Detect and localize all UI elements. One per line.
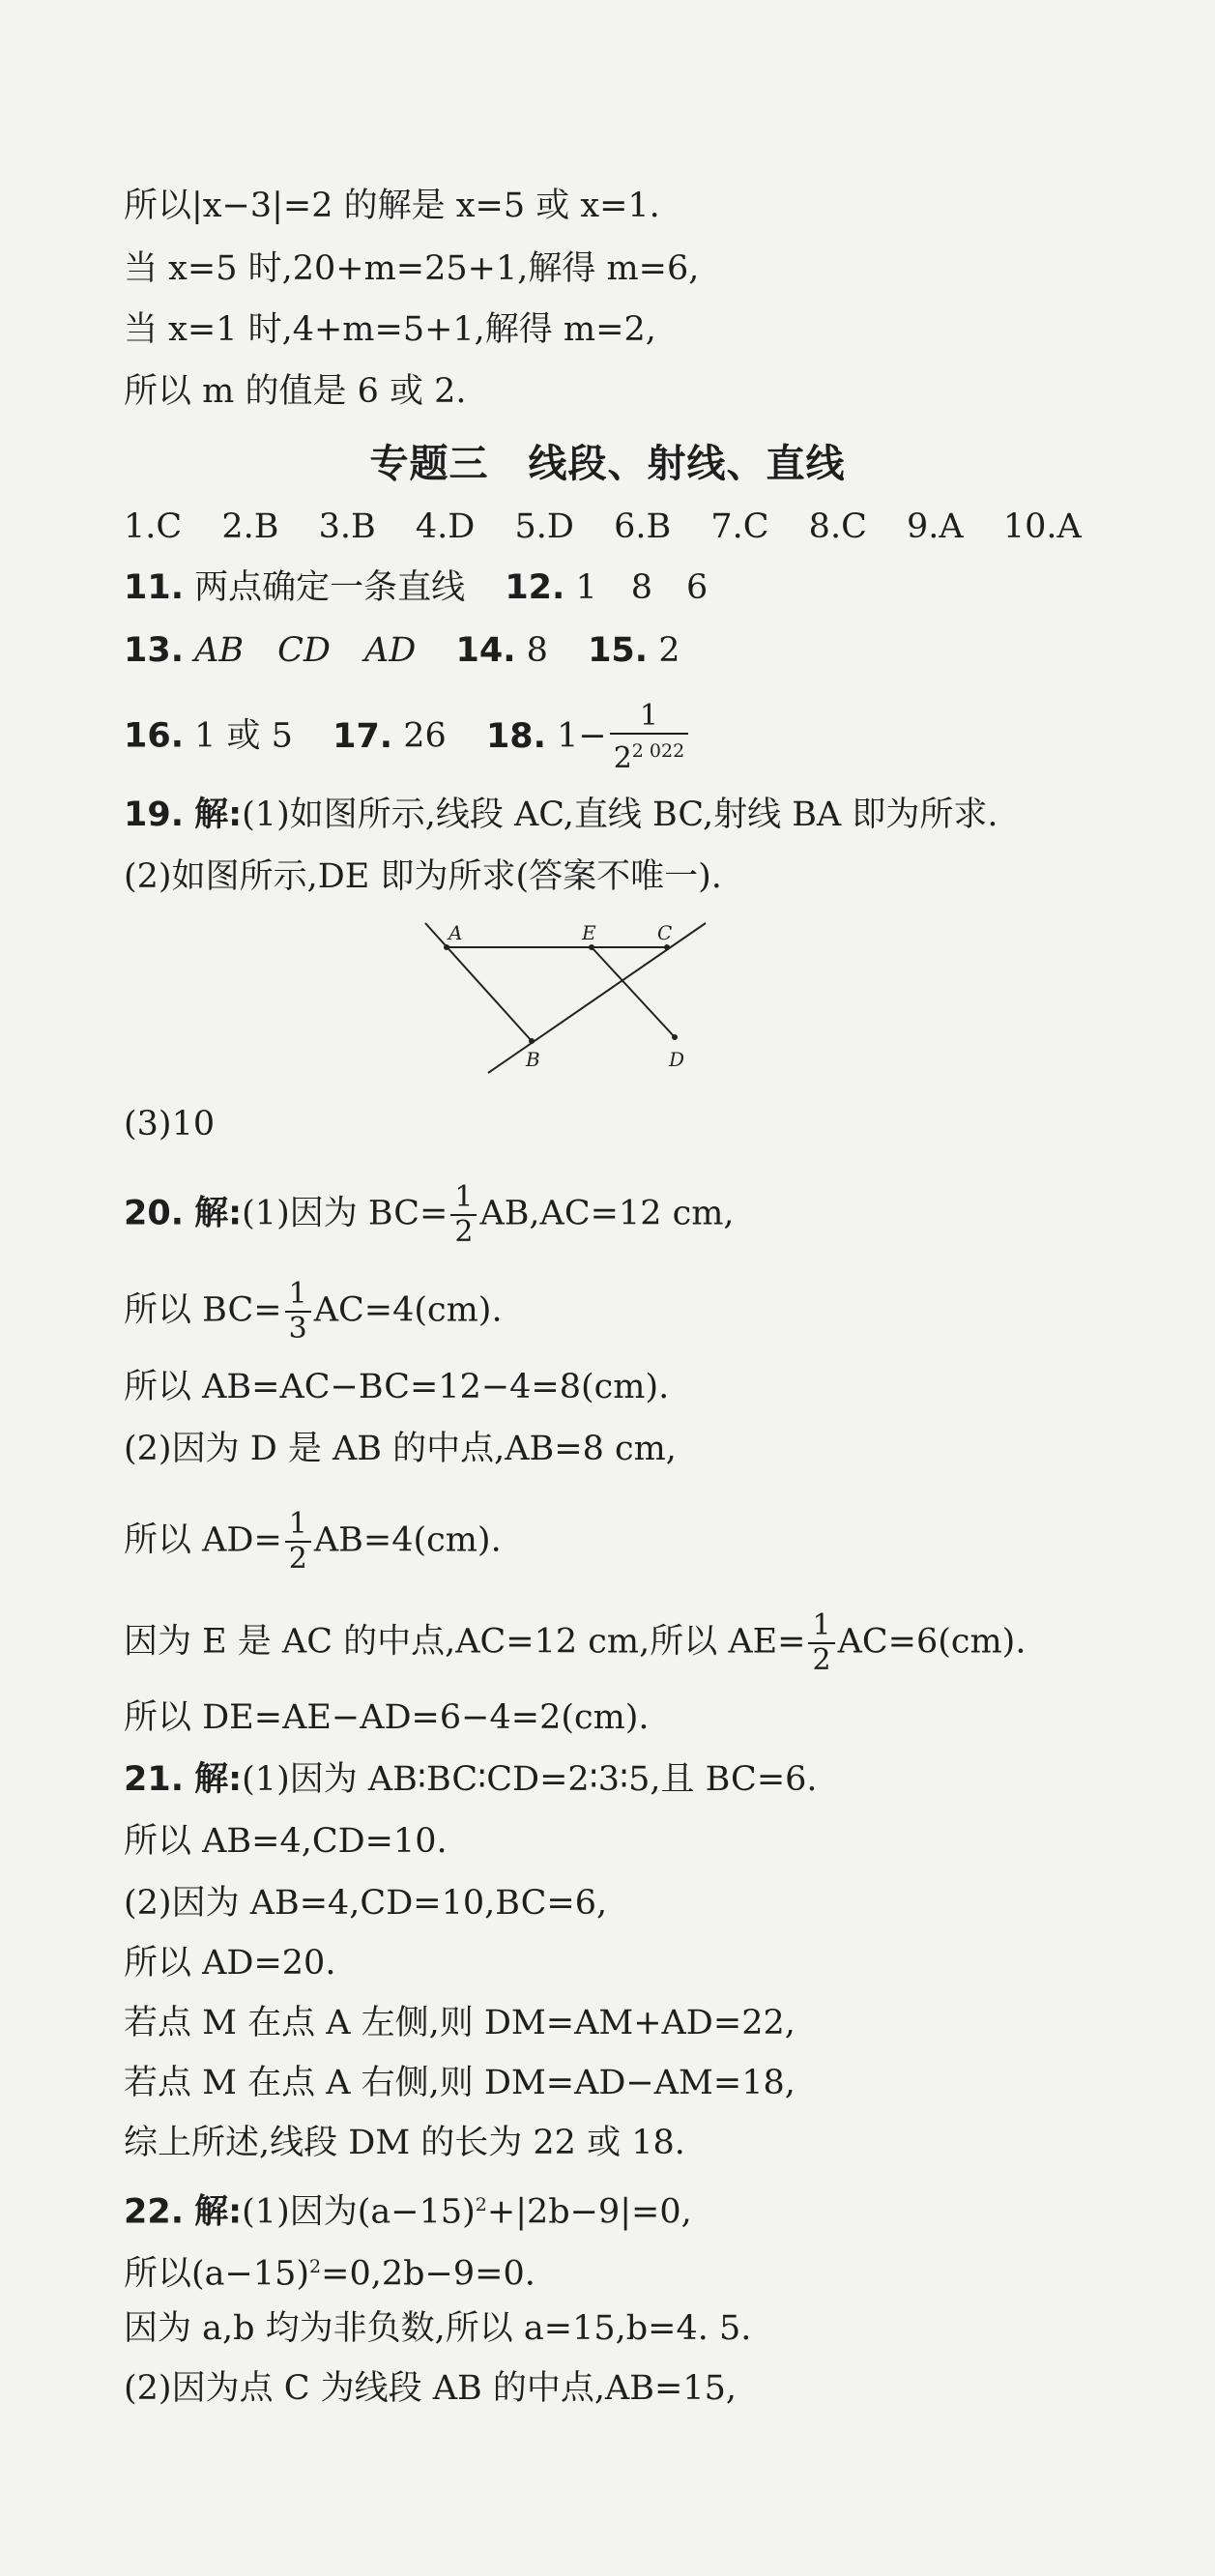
q20-line-6 bbox=[124, 1609, 1026, 1677]
answer-item: 1.C bbox=[124, 507, 183, 546]
exponent: 2 bbox=[475, 2194, 487, 2215]
text-line: 所以|x−3|=2 的解是 x=5 或 x=1. bbox=[124, 187, 660, 225]
solution-text: (1)因为 BC= bbox=[242, 1194, 448, 1233]
q21-line-2: 所以 AB=4,CD=10. bbox=[124, 1822, 448, 1861]
text-line: 当 x=5 时,20+m=25+1,解得 m=6, bbox=[124, 249, 700, 288]
solution-text: AB=4(cm). bbox=[313, 1520, 502, 1560]
answer-item: 8.C bbox=[808, 507, 867, 546]
question-number: 16. bbox=[124, 716, 185, 756]
question-number: 21. bbox=[124, 1760, 185, 1799]
question-number: 18. bbox=[485, 716, 546, 756]
solution-text: AC=4(cm). bbox=[313, 1290, 503, 1330]
point-e bbox=[589, 944, 594, 950]
q20-line-2 bbox=[124, 1278, 503, 1346]
answer-line-16 bbox=[124, 700, 691, 775]
answer-item: 4.D bbox=[415, 507, 476, 546]
solution-text: AB,AC=12 cm, bbox=[479, 1194, 735, 1233]
fraction bbox=[285, 1508, 311, 1576]
fraction-denominator bbox=[610, 735, 689, 775]
answers-row bbox=[124, 505, 1111, 549]
solution-label: 解: bbox=[194, 796, 243, 834]
q20-line-4: (2)因为 D 是 AB 的中点,AB=8 cm, bbox=[124, 1430, 677, 1468]
answer-text: 8 bbox=[526, 631, 548, 670]
fraction-denominator: 2 bbox=[454, 1215, 474, 1249]
solution-text: 所以(a−15) bbox=[124, 2254, 310, 2294]
solution-text: 所以 AD= bbox=[124, 1520, 282, 1560]
exponent: 2 bbox=[309, 2256, 322, 2277]
question-number: 20. bbox=[124, 1194, 185, 1233]
point-b bbox=[529, 1038, 535, 1044]
fraction bbox=[450, 1181, 477, 1249]
q20-line-5 bbox=[124, 1508, 502, 1576]
fraction bbox=[285, 1278, 311, 1346]
question-number: 11. bbox=[124, 568, 185, 607]
answer-text: 两点确定一条直线 bbox=[194, 568, 466, 607]
q21-line-1 bbox=[124, 1757, 818, 1802]
question-number: 14. bbox=[455, 631, 516, 670]
fraction bbox=[808, 1609, 834, 1677]
q22-line-4: (2)因为点 C 为线段 AB 的中点,AB=15, bbox=[124, 2369, 737, 2408]
answer-text: AB CD AD bbox=[194, 631, 417, 670]
point-a bbox=[444, 944, 449, 950]
q21-line-5: 若点 M 在点 A 左侧,则 DM=AM+AD=22, bbox=[124, 2004, 796, 2042]
fraction-numerator: 1 bbox=[610, 700, 689, 735]
solution-label: 解: bbox=[194, 1760, 243, 1799]
geometry-figure bbox=[416, 913, 725, 1087]
solution-text: 因为 E 是 AC 的中点,AC=12 cm,所以 AE= bbox=[124, 1622, 806, 1662]
answer-text: 1− bbox=[557, 716, 607, 756]
q21-line-3: (2)因为 AB=4,CD=10,BC=6, bbox=[124, 1884, 608, 1923]
answer-item: 9.A bbox=[907, 507, 964, 546]
label-b: B bbox=[526, 1048, 540, 1071]
q21-line-4: 所以 AD=20. bbox=[124, 1944, 336, 1983]
fraction-numerator: 1 bbox=[285, 1508, 311, 1543]
section-title: 专题三 线段、射线、直线 bbox=[369, 442, 846, 486]
label-e: E bbox=[582, 921, 596, 944]
q22-line-1 bbox=[124, 2183, 692, 2235]
solution-text: AC=6(cm). bbox=[837, 1622, 1027, 1662]
ray-ba bbox=[425, 923, 532, 1041]
q19-line-3: (3)10 bbox=[124, 1105, 216, 1143]
fraction-denominator: 2 bbox=[288, 1542, 307, 1576]
solution-text: (1)因为 AB∶BC∶CD=2∶3∶5,且 BC=6. bbox=[242, 1760, 818, 1799]
q21-line-6: 若点 M 在点 A 右侧,则 DM=AD−AM=18, bbox=[124, 2064, 796, 2102]
point-c bbox=[664, 944, 670, 950]
answer-item: 7.C bbox=[710, 507, 769, 546]
fraction-denominator: 2 bbox=[812, 1643, 831, 1677]
q20-line-3: 所以 AB=AC−BC=12−4=8(cm). bbox=[124, 1368, 670, 1406]
answer-line-11 bbox=[124, 565, 708, 610]
solution-label: 解: bbox=[194, 2192, 243, 2232]
fraction-numerator: 1 bbox=[808, 1609, 834, 1644]
q22-line-3: 因为 a,b 均为非负数,所以 a=15,b=4. 5. bbox=[124, 2309, 752, 2348]
label-c: C bbox=[657, 921, 673, 944]
fraction-numerator: 1 bbox=[285, 1278, 311, 1313]
q20-line-1 bbox=[124, 1181, 735, 1249]
question-number: 15. bbox=[588, 631, 649, 670]
answer-text: 1 或 5 bbox=[194, 716, 293, 756]
answer-text: 2 bbox=[658, 631, 680, 670]
solution-text: (1)如图所示,线段 AC,直线 BC,射线 BA 即为所求. bbox=[242, 796, 998, 834]
fraction-numerator: 1 bbox=[450, 1181, 477, 1216]
question-number: 19. bbox=[124, 796, 185, 834]
q21-line-7: 综上所述,线段 DM 的长为 22 或 18. bbox=[124, 2124, 685, 2162]
question-number: 22. bbox=[124, 2192, 185, 2232]
solution-text: =0,2b−9=0. bbox=[321, 2254, 535, 2294]
question-number: 17. bbox=[333, 716, 393, 756]
answer-item: 6.B bbox=[614, 507, 672, 546]
fraction-denominator: 3 bbox=[288, 1312, 307, 1346]
q19-line-1 bbox=[124, 793, 998, 837]
answer-item: 5.D bbox=[514, 507, 574, 546]
label-d: D bbox=[669, 1048, 685, 1071]
text-line: 所以 m 的值是 6 或 2. bbox=[124, 372, 467, 411]
answer-text: 26 bbox=[403, 716, 447, 756]
answer-line-13 bbox=[124, 628, 680, 673]
q20-line-7: 所以 DE=AE−AD=6−4=2(cm). bbox=[124, 1698, 650, 1737]
power-exponent: 2 022 bbox=[631, 740, 685, 762]
question-number: 13. bbox=[124, 631, 185, 670]
fraction bbox=[610, 700, 689, 775]
solution-text: 所以 BC= bbox=[124, 1290, 282, 1330]
answer-item: 3.B bbox=[318, 507, 376, 546]
answer-item: 2.B bbox=[221, 507, 279, 546]
answer-item: 10.A bbox=[1002, 507, 1082, 546]
question-number: 12. bbox=[505, 568, 565, 607]
text-line: 当 x=1 时,4+m=5+1,解得 m=2, bbox=[124, 310, 656, 349]
solution-text: +|2b−9|=0, bbox=[486, 2192, 692, 2232]
solution-label: 解: bbox=[194, 1194, 243, 1233]
power-base: 2 bbox=[613, 741, 632, 775]
q22-line-2 bbox=[124, 2244, 535, 2297]
q19-line-2: (2)如图所示,DE 即为所求(答案不唯一). bbox=[124, 857, 722, 896]
answer-text: 1 8 6 bbox=[575, 568, 709, 607]
solution-text: (1)因为(a−15) bbox=[242, 2192, 476, 2232]
point-d bbox=[672, 1034, 678, 1040]
label-a: A bbox=[448, 921, 463, 944]
